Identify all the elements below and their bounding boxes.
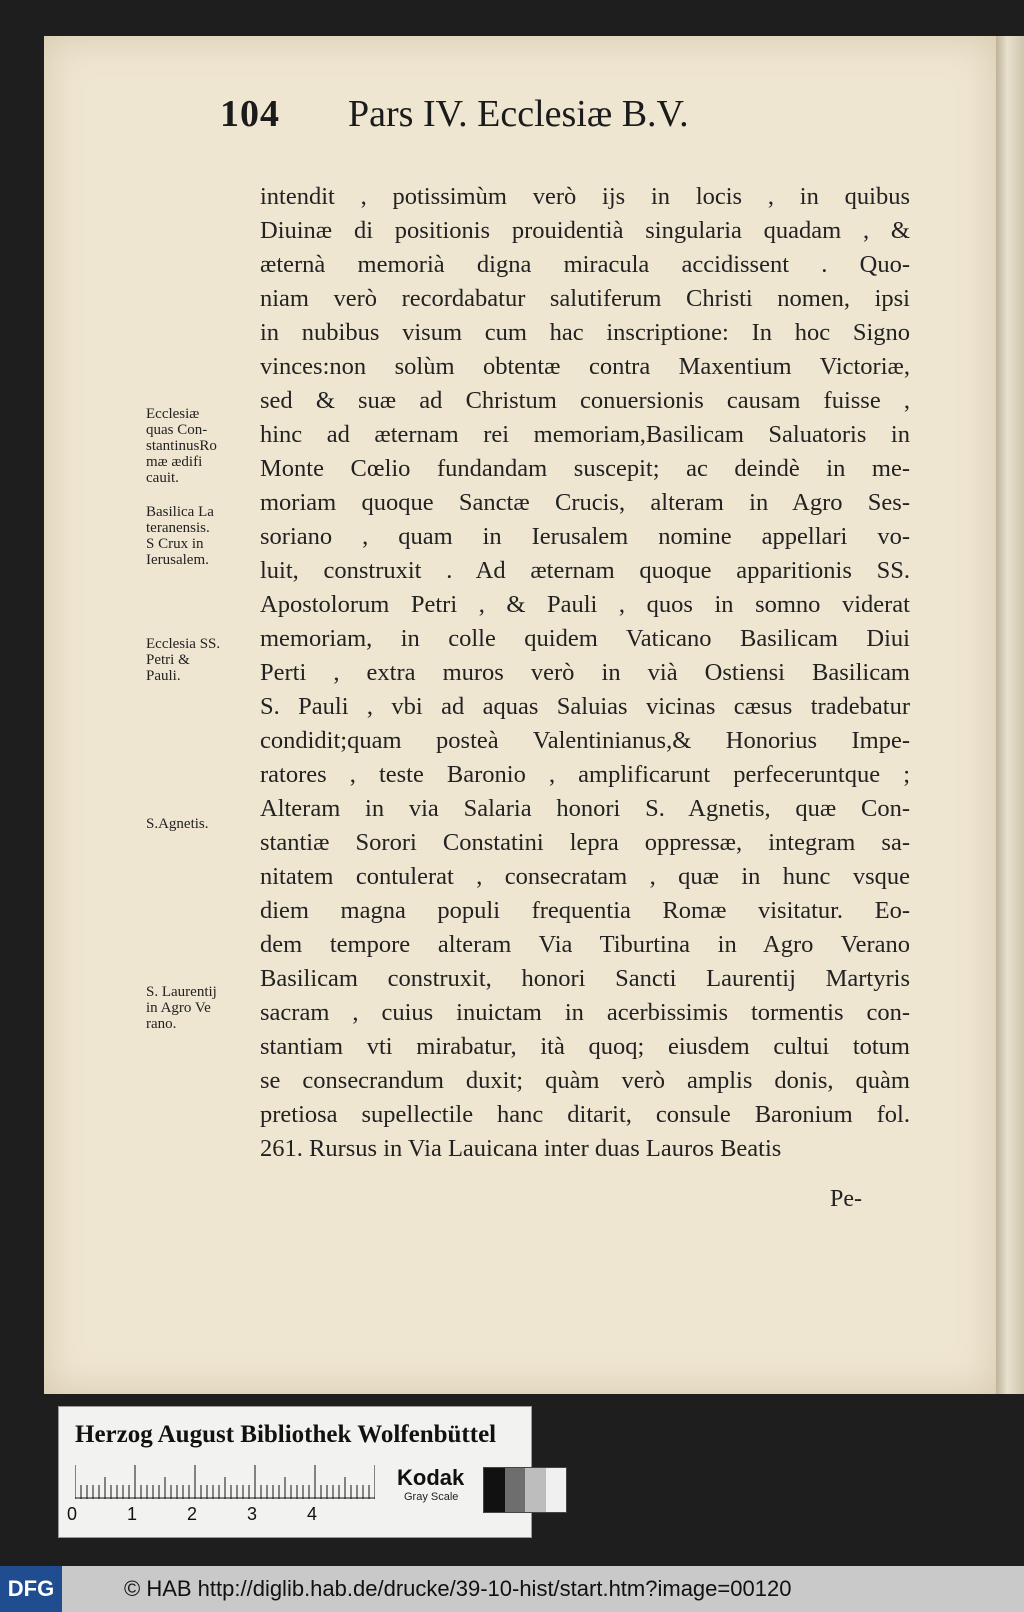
text-line: S. Pauli , vbi ad aquas Saluias vicinas cæsus tradebatur	[260, 693, 910, 720]
credit-line[interactable]: © HAB http://diglib.hab.de/drucke/39-10-hist/start.htm?image=00120	[124, 1576, 792, 1601]
text-line: niam verò recordabatur salutiferum Christi nomen, ipsi	[260, 285, 910, 312]
text-line: ratores , teste Baronio , amplificarunt perfeceruntque ;	[260, 761, 910, 788]
swatch-white	[546, 1468, 567, 1512]
marginal-line: in Agro Ve	[146, 1000, 211, 1016]
text-line: se consecrandum duxit; quàm verò amplis donis, quàm	[260, 1067, 910, 1094]
text-line: Alteram in via Salaria honori S. Agnetis, quæ Con-	[260, 795, 910, 822]
text-line: Perti , extra muros verò in vià Ostiensi Basilicam	[260, 659, 910, 686]
ruler-number: 2	[187, 1504, 198, 1524]
marginal-line: Ecclesiæ	[146, 406, 200, 422]
marginal-line: S Crux in	[146, 536, 204, 552]
text-line: Diuinæ di positionis prouidentià singularia quadam , &	[260, 217, 910, 244]
text-line: nitatem contulerat , consecratam , quæ in hunc vsque	[260, 863, 910, 890]
marginal-line: Basilica La	[146, 504, 214, 520]
text-line: Apostolorum Petri , & Pauli , quos in somno viderat	[260, 591, 910, 618]
ruler-number: 0	[67, 1504, 78, 1524]
text-line: stantiæ Sorori Constatini lepra oppressæ, integram sa-	[260, 829, 910, 856]
marginal-line: rano.	[146, 1016, 177, 1032]
marginal-line: Ecclesia SS.	[146, 636, 221, 652]
text-line: Monte Cœlio fundandam suscepit; ac deindè in me-	[260, 455, 910, 482]
text-line: soriano , quam in Ierusalem nomine appellari vo-	[260, 523, 910, 550]
marginal-line: Pauli.	[146, 668, 181, 684]
text-line: pretiosa supellectile hanc ditarit, consule Baronium fol.	[260, 1101, 910, 1128]
catchword: Pe-	[830, 1186, 862, 1212]
text-line: sed & suæ ad Christum conuersionis causam fuisse ,	[260, 387, 910, 414]
footer-bar	[0, 1566, 1024, 1612]
text-line: intendit , potissimùm verò ijs in locis , in quibus	[260, 183, 910, 210]
text-line: dem tempore alteram Via Tiburtina in Agro Verano	[260, 931, 910, 958]
marginal-line: mæ ædifi	[146, 454, 203, 470]
page-header	[220, 92, 900, 152]
marginal-line: Ierusalem.	[146, 552, 209, 568]
text-line: hinc ad æternam rei memoriam,Basilicam Saluatoris in	[260, 421, 910, 448]
text-line: moriam quoque Sanctæ Crucis, alteram in Agro Ses-	[260, 489, 910, 516]
ruler-number: 1	[127, 1504, 138, 1524]
text-line: luit, construxit . Ad æternam quoque apparitionis SS.	[260, 557, 910, 584]
text-line: diem magna populi frequentia Romæ visitatur. Eo-	[260, 897, 910, 924]
marginal-line: S. Laurentij	[146, 984, 217, 1000]
gray-swatches	[483, 1467, 567, 1513]
text-line: stantiam vti mirabatur, ità quoq; eiusdem cultui totum	[260, 1033, 910, 1060]
text-line: vinces:non solùm obtentæ contra Maxentium Victoriæ,	[260, 353, 910, 380]
text-line: æternà memorià digna miracula accidissent . Quo-	[260, 251, 910, 278]
marginal-line: teranensis.	[146, 520, 210, 536]
gray-scale-label: Gray Scale	[404, 1491, 459, 1503]
marginal-note	[146, 406, 258, 486]
body-text	[260, 180, 910, 1166]
marginal-line: S.Agnetis.	[146, 816, 209, 832]
text-line: Basilicam construxit, honori Sancti Laurentij Martyris	[260, 965, 910, 992]
text-line: sacram , cuius inuictam in acerbissimis tormentis con-	[260, 999, 910, 1026]
text-line: 261. Rursus in Via Lauicana inter duas Lauros Beatis	[260, 1135, 782, 1162]
ruler-numbers	[67, 1504, 367, 1528]
library-name: Herzog August Bibliothek Wolfenbüttel	[75, 1421, 497, 1448]
marginal-note	[146, 816, 258, 832]
page-number: 104	[220, 93, 280, 135]
text-line: in nubibus visum cum hac inscriptione: In hoc Signo	[260, 319, 910, 346]
marginal-line: stantinusRo	[146, 438, 217, 454]
color-calibration-card	[58, 1406, 532, 1538]
marginal-note	[146, 984, 258, 1032]
swatch-dark-gray	[505, 1468, 526, 1512]
marginal-line: Petri &	[146, 652, 190, 668]
marginal-line: cauit.	[146, 470, 179, 486]
marginal-line: quas Con-	[146, 422, 208, 438]
text-line: condidit;quam posteà Valentinianus,& Honorius Impe-	[260, 727, 910, 754]
marginal-note	[146, 636, 258, 684]
running-title: Pars IV. Ecclesiæ B.V.	[348, 93, 689, 135]
page-edge	[996, 36, 1024, 1394]
swatch-light-gray	[525, 1468, 546, 1512]
dfg-badge: DFG	[0, 1566, 62, 1612]
kodak-logo: Kodak	[397, 1465, 465, 1490]
marginal-note	[146, 504, 258, 568]
swatch-black	[484, 1468, 505, 1512]
ruler-scale	[75, 1465, 375, 1499]
text-line: memoriam, in colle quidem Vaticano Basilicam Diui	[260, 625, 910, 652]
ruler-number: 4	[307, 1504, 318, 1524]
ruler-number: 3	[247, 1504, 258, 1524]
